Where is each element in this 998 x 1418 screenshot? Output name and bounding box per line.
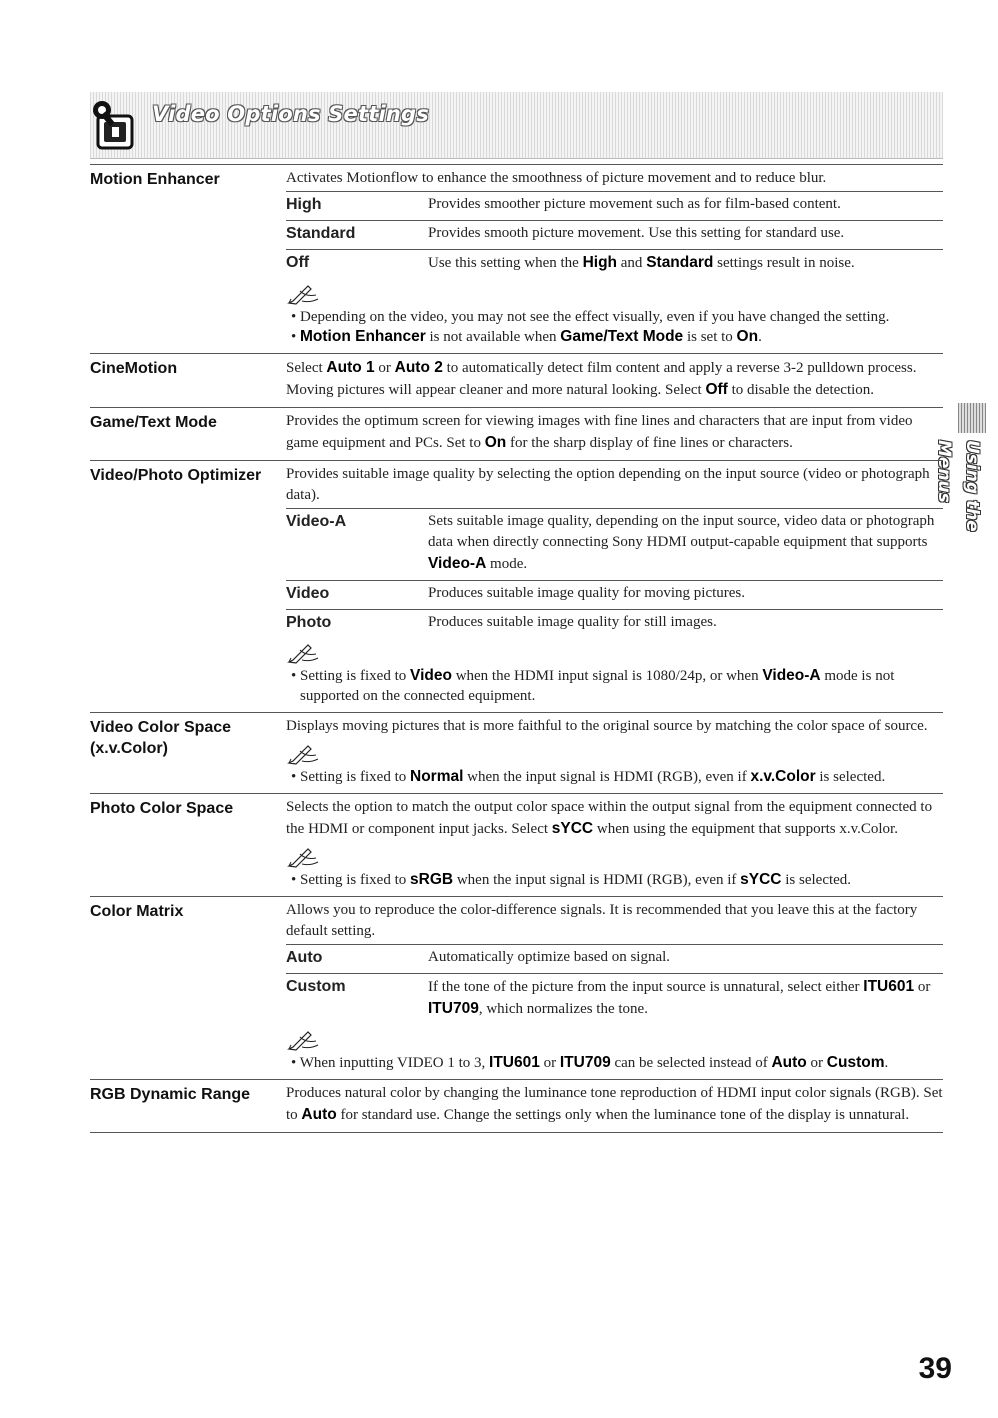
bold-term: ITU601 <box>863 978 915 995</box>
option-name: High <box>286 196 322 213</box>
setting-row-color-matrix <box>90 896 943 1079</box>
setting-name: Game/Text Mode <box>90 414 217 431</box>
text-run: Sets suitable image quality, depending on the input source, video data or photograph data when directly connecting Sony HDMI output-capable equipment that supports <box>428 513 935 550</box>
setting-description <box>286 464 943 706</box>
text-run: When inputting VIDEO 1 to 3, <box>299 1055 490 1071</box>
description-text <box>286 464 943 506</box>
description-text <box>286 900 943 942</box>
option-name: Video-A <box>286 513 347 530</box>
bold-term: High <box>582 254 618 271</box>
option-row-standard <box>286 220 943 247</box>
text-run: Provides smoother picture movement such as for film-based content. <box>428 196 841 212</box>
text-run: Allows you to reproduce the color-difference signals. It is recommended that you leave this at the factory default setting. <box>286 902 918 939</box>
text-run: . <box>884 1055 889 1071</box>
text-run: is not available when <box>425 329 561 345</box>
note-item <box>286 327 943 347</box>
text-run: can be selected instead of <box>610 1055 772 1071</box>
bullet-glyph: • <box>291 769 301 785</box>
bullet-glyph: • <box>291 309 301 325</box>
option-row-high <box>286 191 943 218</box>
bullet-glyph: • <box>291 872 301 888</box>
setting-row-rgb-dynamic-range <box>90 1079 943 1132</box>
option-description <box>428 194 943 215</box>
bold-term: Video-A <box>762 667 821 684</box>
option-name: Auto <box>286 949 323 966</box>
bold-term: sYCC <box>551 820 594 837</box>
setting-name: CineMotion <box>90 360 178 377</box>
option-description <box>428 511 943 575</box>
note-block <box>286 846 943 890</box>
setting-name: Video Color Space (x.v.Color) <box>90 719 232 757</box>
description-text <box>286 1083 943 1126</box>
text-run: or <box>806 1055 827 1071</box>
text-run: or <box>539 1055 560 1071</box>
bold-term: Auto 2 <box>394 359 443 376</box>
setting-row-cinemotion <box>90 353 943 407</box>
bold-term: Video-A <box>428 555 487 572</box>
side-tab-marker <box>958 403 986 433</box>
option-description <box>428 947 943 968</box>
description-text <box>286 411 943 454</box>
text-run: and <box>617 255 647 271</box>
option-row-video <box>286 580 943 607</box>
bold-term: Motion Enhancer <box>300 328 426 345</box>
option-name: Custom <box>286 978 346 995</box>
note-block <box>286 743 943 787</box>
note-pencil-icon <box>286 1029 320 1051</box>
text-run: settings result in noise. <box>713 255 855 271</box>
setting-description <box>286 900 943 1073</box>
note-block <box>286 642 943 706</box>
setting-row-game-text-mode <box>90 407 943 460</box>
option-row-auto <box>286 944 943 971</box>
bold-term: x.v.Color <box>750 768 816 785</box>
note-pencil-icon <box>286 642 320 664</box>
text-run: to disable the detection. <box>727 382 875 398</box>
option-description <box>428 612 943 633</box>
text-run: Setting is fixed to <box>300 872 411 888</box>
note-item <box>286 767 943 787</box>
setting-description <box>286 411 943 454</box>
text-run: . <box>758 329 762 345</box>
text-run: when using the equipment that supports x.v.Color. <box>593 821 898 837</box>
setting-row-video-color-space-x-v-color <box>90 712 943 793</box>
bold-term: ITU601 <box>489 1054 540 1071</box>
description-text <box>286 168 943 189</box>
bold-term: sYCC <box>740 871 782 888</box>
setting-description <box>286 168 943 347</box>
setting-description <box>286 1083 943 1126</box>
option-name: Off <box>286 254 310 271</box>
text-run: mode is not supported on the connected equipment. <box>300 668 895 704</box>
note-pencil-icon <box>286 283 320 305</box>
text-run: Automatically optimize based on signal. <box>428 949 671 965</box>
text-run: Produces suitable image quality for still images. <box>428 614 717 630</box>
note-item <box>286 870 943 890</box>
text-run: is selected. <box>781 872 852 888</box>
text-run: Activates Motionflow to enhance the smoothness of picture movement and to reduce blur. <box>286 170 827 186</box>
bold-term: Custom <box>826 1054 885 1071</box>
side-tab-label: Using the Menus <box>934 440 982 532</box>
note-pencil-icon <box>286 846 320 868</box>
setting-description <box>286 357 943 401</box>
text-run: Select <box>286 360 327 376</box>
setting-description <box>286 716 943 787</box>
page-title: Video Options Settings <box>152 102 429 126</box>
option-description <box>428 976 943 1020</box>
page-header-banner <box>90 92 943 159</box>
text-run: , which normalizes the tone. <box>478 1001 648 1017</box>
setting-name: Color Matrix <box>90 903 184 920</box>
text-run: Produces natural color by changing the luminance tone reproduction of HDMI input color signals (RGB). Set to <box>286 1085 943 1123</box>
note-block <box>286 1029 943 1073</box>
page-number: 39 <box>918 1352 952 1385</box>
description-text <box>286 357 943 401</box>
text-run: Provides the optimum screen for viewing images with fine lines and characters that are input from video game equipment and PCs. Set to <box>286 413 913 451</box>
text-run: when the HDMI input signal is 1080/24p, or when <box>451 668 763 684</box>
option-row-photo <box>286 609 943 636</box>
note-pencil-icon <box>286 743 320 765</box>
setting-name: Video/Photo Optimizer <box>90 467 262 484</box>
text-run: for standard use. Change the settings only when the luminance tone of the display is unnatural. <box>336 1107 910 1123</box>
bullet-glyph: • <box>291 329 301 345</box>
text-run: when the input signal is HDMI (RGB), even if <box>463 769 751 785</box>
text-run: Displays moving pictures that is more faithful to the original source by matching the color space of source. <box>286 718 928 734</box>
option-row-custom <box>286 973 943 1023</box>
note-item <box>286 666 943 706</box>
option-name: Video <box>286 585 330 602</box>
text-run: when the input signal is HDMI (RGB), even if <box>453 872 741 888</box>
note-block <box>286 283 943 347</box>
text-run: Setting is fixed to <box>300 668 411 684</box>
text-run: or <box>914 979 931 995</box>
option-description <box>428 583 943 604</box>
text-run: Depending on the video, you may not see the effect visually, even if you have changed the setting. <box>300 309 890 325</box>
setting-name: Motion Enhancer <box>90 171 220 188</box>
text-run: If the tone of the picture from the input source is unnatural, select either <box>428 979 864 995</box>
text-run: Use this setting when the <box>428 255 583 271</box>
table-bottom-rule <box>90 1132 943 1133</box>
bold-term: Off <box>705 381 728 398</box>
wrench-settings-icon <box>92 98 136 154</box>
bold-term: sRGB <box>410 871 454 888</box>
description-text <box>286 797 943 840</box>
option-description <box>428 223 943 244</box>
settings-table <box>90 164 943 1133</box>
text-run: Provides smooth picture movement. Use this setting for standard use. <box>428 225 845 241</box>
bold-term: ITU709 <box>428 1000 479 1017</box>
option-row-video-a <box>286 508 943 578</box>
text-run: or <box>374 360 395 376</box>
setting-name: Photo Color Space <box>90 800 234 817</box>
bullet-glyph: • <box>291 1055 300 1071</box>
setting-row-motion-enhancer <box>90 164 943 353</box>
bold-term: Game/Text Mode <box>560 328 684 345</box>
setting-row-photo-color-space <box>90 793 943 896</box>
option-row-off <box>286 249 943 277</box>
setting-name: RGB Dynamic Range <box>90 1086 251 1103</box>
text-run: is set to <box>683 329 737 345</box>
bold-term: ITU709 <box>559 1054 611 1071</box>
text-run: Setting is fixed to <box>300 769 411 785</box>
setting-row-video-photo-optimizer <box>90 460 943 712</box>
text-run: is selected. <box>815 769 886 785</box>
bold-term: Video <box>410 667 452 684</box>
note-item <box>286 1053 943 1073</box>
note-item <box>286 307 943 327</box>
bold-term: Auto 1 <box>326 359 375 376</box>
bold-term: Normal <box>410 768 464 785</box>
bold-term: Auto <box>301 1106 337 1123</box>
text-run: Provides suitable image quality by selecting the option depending on the input source (video or photograph data). <box>286 466 930 503</box>
bullet-glyph: • <box>291 668 301 684</box>
description-text <box>286 716 943 737</box>
bold-term: On <box>736 328 759 345</box>
text-run: Selects the option to match the output color space within the output signal from the equipment connected to the HDMI or component input jacks. Select <box>286 799 933 837</box>
text-run: Produces suitable image quality for moving pictures. <box>428 585 746 601</box>
bold-term: Auto <box>771 1054 807 1071</box>
option-name: Photo <box>286 614 332 631</box>
bold-term: On <box>484 434 507 451</box>
setting-description <box>286 797 943 890</box>
text-run: to automatically detect film content and apply a reverse 3-2 pulldown process. Moving pictures will appear cleaner and more natural looking. Select <box>286 360 917 398</box>
text-run: for the sharp display of fine lines or characters. <box>506 435 793 451</box>
text-run: mode. <box>486 556 528 572</box>
bold-term: Standard <box>646 254 714 271</box>
option-name: Standard <box>286 225 356 242</box>
option-description <box>428 252 943 274</box>
